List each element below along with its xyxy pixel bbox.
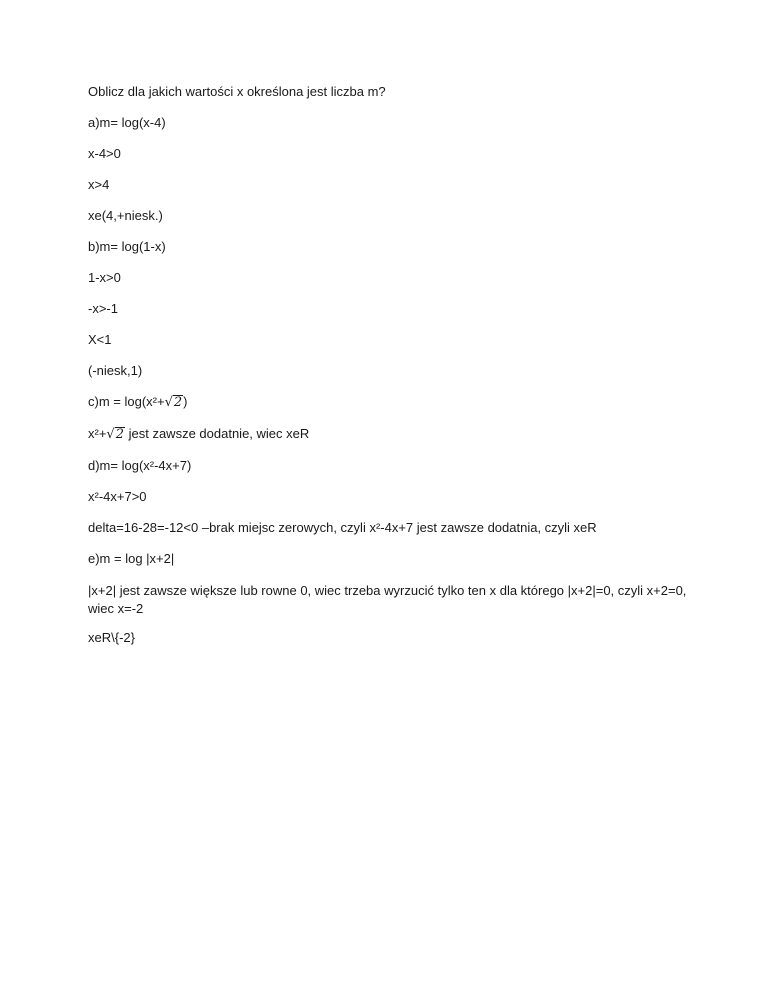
part-b-answer: (-niesk,1) — [88, 363, 143, 378]
part-c-note — [88, 426, 688, 443]
part-d-step2: delta=16-28=-12<0 –brak miejsc zerowych, czyli x²-4x+7 jest zawsze dodatnia, czyli xeR — [88, 520, 597, 535]
part-c-note-suffix: jest zawsze dodatnie, wiec xeR — [125, 426, 310, 441]
part-b-label: b)m= log(1-x) — [88, 239, 166, 254]
part-a-step1: x-4>0 — [88, 146, 121, 161]
sqrt-radicand: 2 — [173, 395, 183, 410]
part-c-note-prefix: x²+ — [88, 426, 107, 441]
part-e-explanation: |x+2| jest zawsze większe lub rowne 0, wiec trzeba wyrzucić tylko ten x dla którego |x+2|=0, czyli x+2=0, wiec x=-2 — [88, 583, 691, 616]
sqrt-symbol: √ — [164, 395, 173, 410]
part-c-label-suffix: ) — [183, 394, 188, 409]
part-a-answer: xe(4,+niesk.) — [88, 208, 163, 223]
part-a-step2: x>4 — [88, 177, 110, 192]
part-b-step3: X<1 — [88, 332, 112, 347]
part-b-step1: 1-x>0 — [88, 270, 121, 285]
sqrt-symbol: √ — [106, 427, 115, 442]
part-c-label — [88, 394, 688, 411]
document-body — [88, 84, 691, 661]
part-e-label: e)m = log |x+2| — [88, 551, 175, 566]
part-a-label: a)m= log(x-4) — [88, 115, 166, 130]
sqrt-radicand: 2 — [115, 427, 124, 442]
task-title: Oblicz dla jakich wartości x określona jest liczba m? — [88, 84, 386, 99]
part-c-label-prefix: c)m = log(x²+ — [88, 394, 165, 409]
part-d-label: d)m= log(x²-4x+7) — [88, 458, 192, 473]
part-b-step2: -x>-1 — [88, 301, 118, 316]
part-d-step1: x²-4x+7>0 — [88, 489, 147, 504]
part-e-answer: xeR\{-2} — [88, 630, 135, 645]
